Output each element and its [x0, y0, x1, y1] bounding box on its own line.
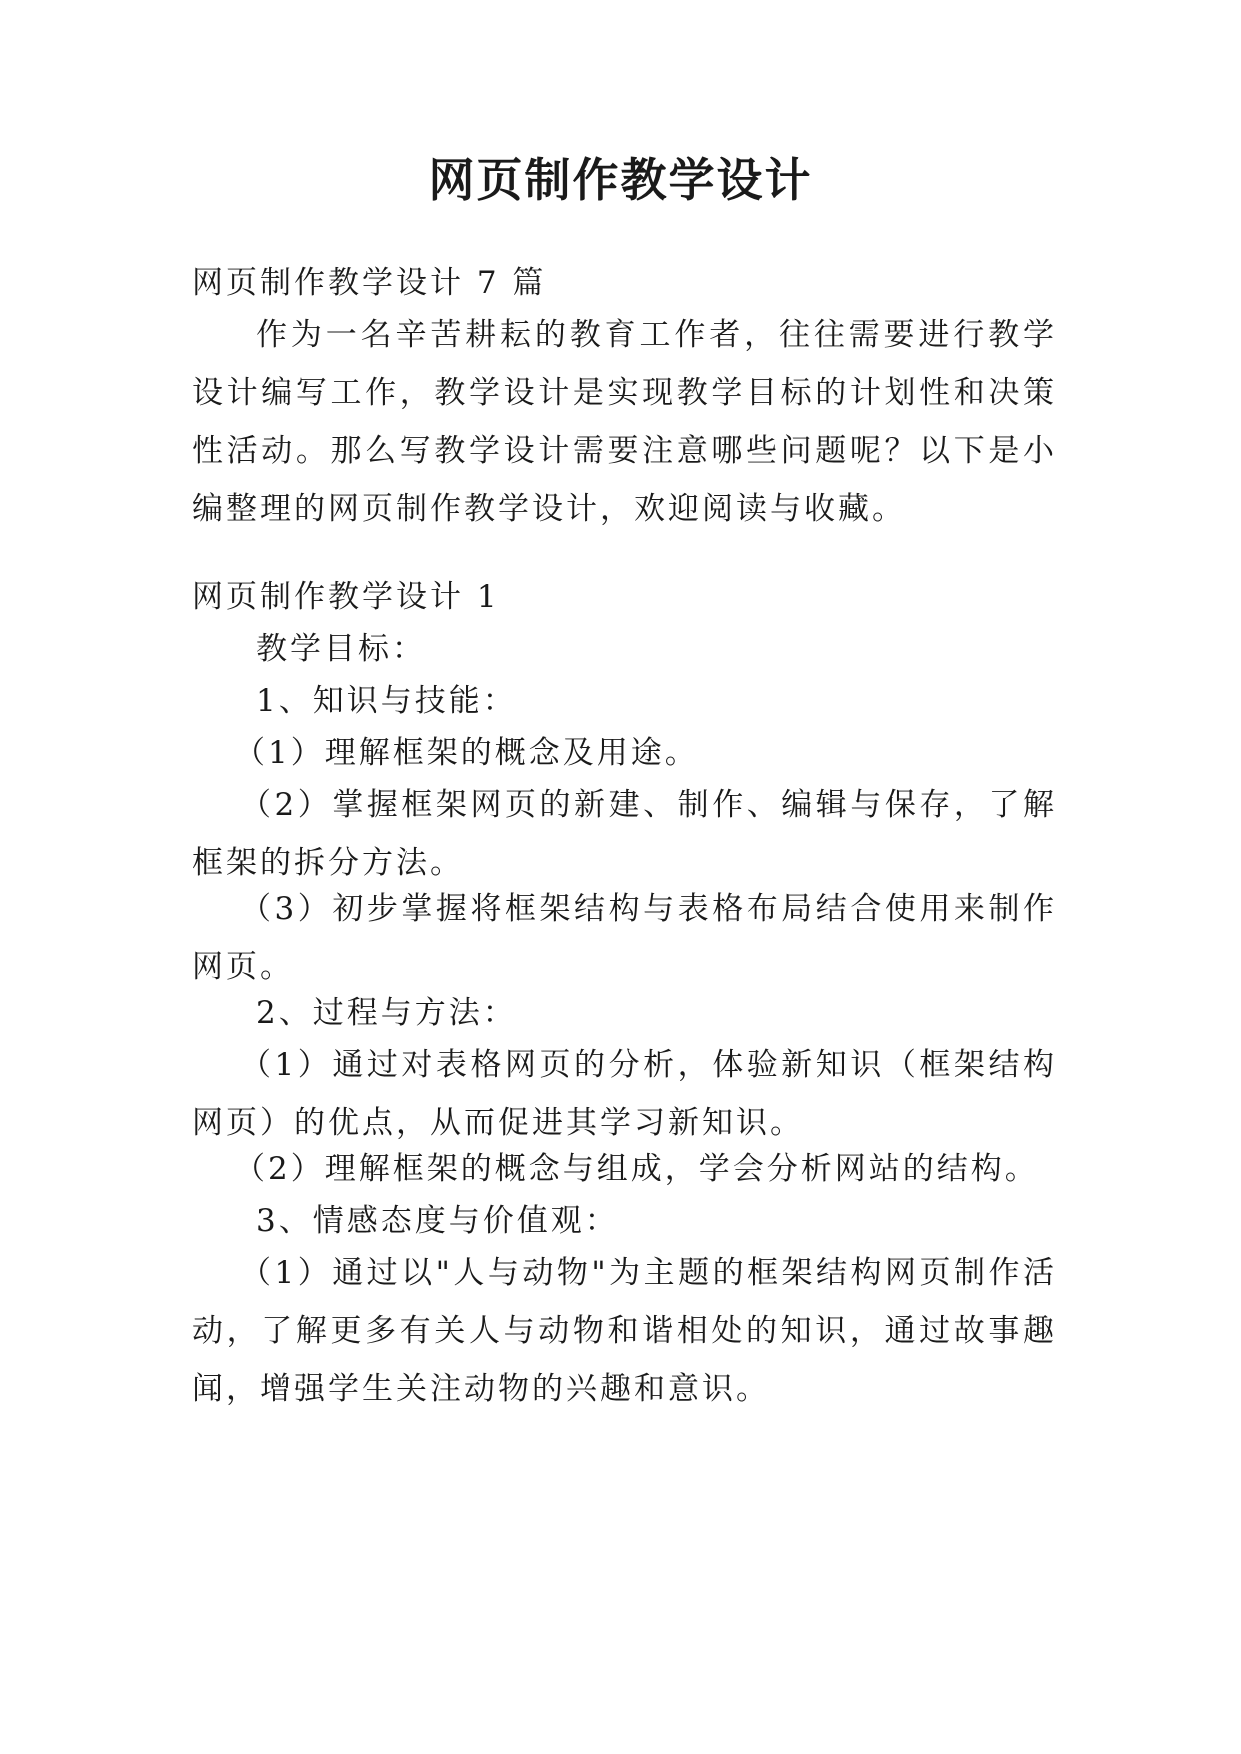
- intro-paragraph: 作为一名辛苦耕耘的教育工作者，往往需要进行教学设计编写工作，教学设计是实现教学目标的计划性和决策性活动。那么写教学设计需要注意哪些问题呢？以下是小编整理的网页制作教学设计，欢迎阅读与收藏。: [192, 317, 1057, 527]
- objective-heading-attitude: 3、情感态度与价值观：: [256, 1203, 619, 1239]
- section-heading: 网页制作教学设计 1: [192, 579, 500, 615]
- objective-item: （2）理解框架的概念与组成，学会分析网站的结构。: [234, 1151, 1039, 1187]
- objective-heading-knowledge: 1、知识与技能：: [256, 683, 517, 719]
- collection-heading: 网页制作教学设计 7 篇: [192, 265, 547, 301]
- objective-heading-process: 2、过程与方法：: [256, 995, 517, 1031]
- objective-item: （2）掌握框架网页的新建、制作、编辑与保存，了解框架的拆分方法。: [192, 787, 1057, 881]
- objectives-label: 教学目标：: [256, 631, 426, 667]
- objective-item: （1）通过以"人与动物"为主题的框架结构网页制作活动，了解更多有关人与动物和谐相处的知识，通过故事趣闻，增强学生关注动物的兴趣和意识。: [192, 1255, 1057, 1407]
- objective-item: （3）初步掌握将框架结构与表格布局结合使用来制作网页。: [192, 891, 1057, 985]
- objective-item: （1）通过对表格网页的分析，体验新知识（框架结构网页）的优点，从而促进其学习新知识。: [192, 1047, 1057, 1141]
- objective-item: （1）理解框架的概念及用途。: [234, 735, 699, 771]
- document-title: 网页制作教学设计: [428, 153, 813, 207]
